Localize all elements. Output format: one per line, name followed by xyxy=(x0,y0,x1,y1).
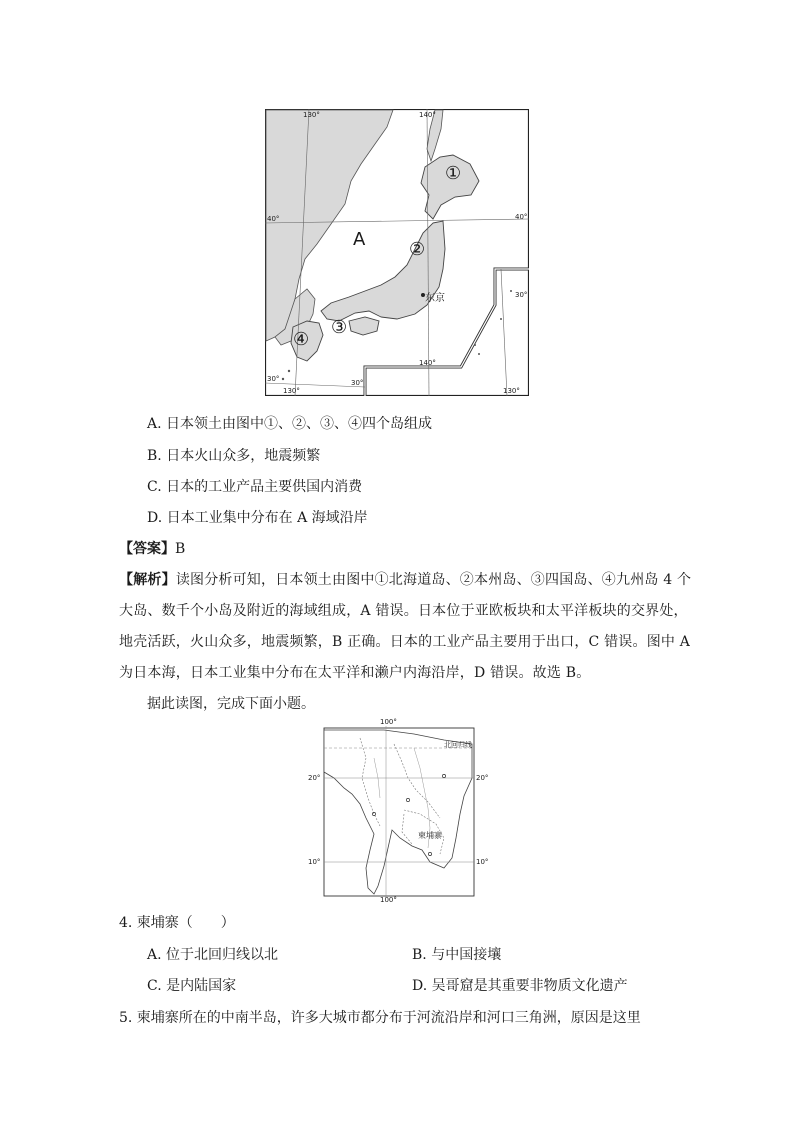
analysis-line: 地壳活跃，火山众多，地震频繁，B 正确。日本的工业产品主要用于出口，C 错误。图中 A xyxy=(119,634,691,650)
option-c: C. 日本的工业产品主要供国内消费 xyxy=(147,479,363,495)
lat-label: 40° xyxy=(267,215,280,223)
answer-line xyxy=(119,539,185,559)
analysis-line: 大岛、数千个小岛及附近的海域组成，A 错误。日本位于亚欧板块和太平洋板块的交界处， xyxy=(119,603,688,619)
answer-tag: 【答案】 xyxy=(119,541,175,557)
lat-label: 20° xyxy=(476,774,489,782)
island-label-1: ① xyxy=(445,163,462,184)
answer-value: B xyxy=(175,541,186,557)
q4-option-b: B. 与中国接壤 xyxy=(412,947,502,963)
lon-label: 140° xyxy=(419,111,436,119)
analysis-block xyxy=(119,565,692,689)
japan-map xyxy=(265,109,529,396)
question-4-stem: 4. 柬埔寨（ ） xyxy=(119,915,235,931)
question-5-stem: 5. 柬埔寨所在的中南半岛，许多大城市都分布于河流沿岸和河口三角洲，原因是这里 xyxy=(119,1010,641,1026)
island-label-3: ③ xyxy=(331,317,348,338)
lon-label: 130° xyxy=(503,387,520,395)
intro-text: 据此读图，完成下面小题。 xyxy=(147,696,315,712)
lat-label: 10° xyxy=(476,858,489,866)
island-label-2: ② xyxy=(409,239,426,260)
option-d: D. 日本工业集中分布在 A 海域沿岸 xyxy=(147,510,368,526)
analysis-tag: 【解析】 xyxy=(119,572,176,588)
lon-label: 130° xyxy=(303,111,320,119)
option-b: B. 日本火山众多，地震频繁 xyxy=(147,448,321,464)
lon-label: 100° xyxy=(380,718,397,726)
sea-label-a: A xyxy=(353,229,366,250)
island-label-4: ④ xyxy=(293,329,310,350)
country-label-cambodia: 柬埔寨 xyxy=(418,831,442,840)
analysis-line: 为日本海，日本工业集中分布在太平洋和濑户内海沿岸，D 错误。故选 B。 xyxy=(119,665,591,681)
option-a: A. 日本领土由图中①、②、③、④四个岛组成 xyxy=(147,416,433,432)
lon-label: 100° xyxy=(380,896,397,904)
city-label-tokyo: 东京 xyxy=(425,293,445,304)
lat-label: 30° xyxy=(267,375,280,383)
q4-option-a: A. 位于北回归线以北 xyxy=(147,947,279,963)
lat-label: 10° xyxy=(308,858,321,866)
lat-label: 20° xyxy=(308,774,321,782)
lat-label: 40° xyxy=(515,213,528,221)
lat-label: 30° xyxy=(351,379,364,387)
lon-label: 140° xyxy=(419,359,436,367)
lon-label: 130° xyxy=(283,387,300,395)
lat-label: 30° xyxy=(515,291,528,299)
tropic-label: 北回归线 xyxy=(444,741,472,749)
q4-option-c: C. 是内陆国家 xyxy=(147,978,237,994)
indochina-map xyxy=(304,718,490,904)
q4-option-d: D. 吴哥窟是其重要非物质文化遗产 xyxy=(412,978,628,994)
analysis-line: 【解析】读图分析可知，日本领土由图中①北海道岛、②本州岛、③四国岛、④九州岛 4 个 xyxy=(119,572,692,588)
